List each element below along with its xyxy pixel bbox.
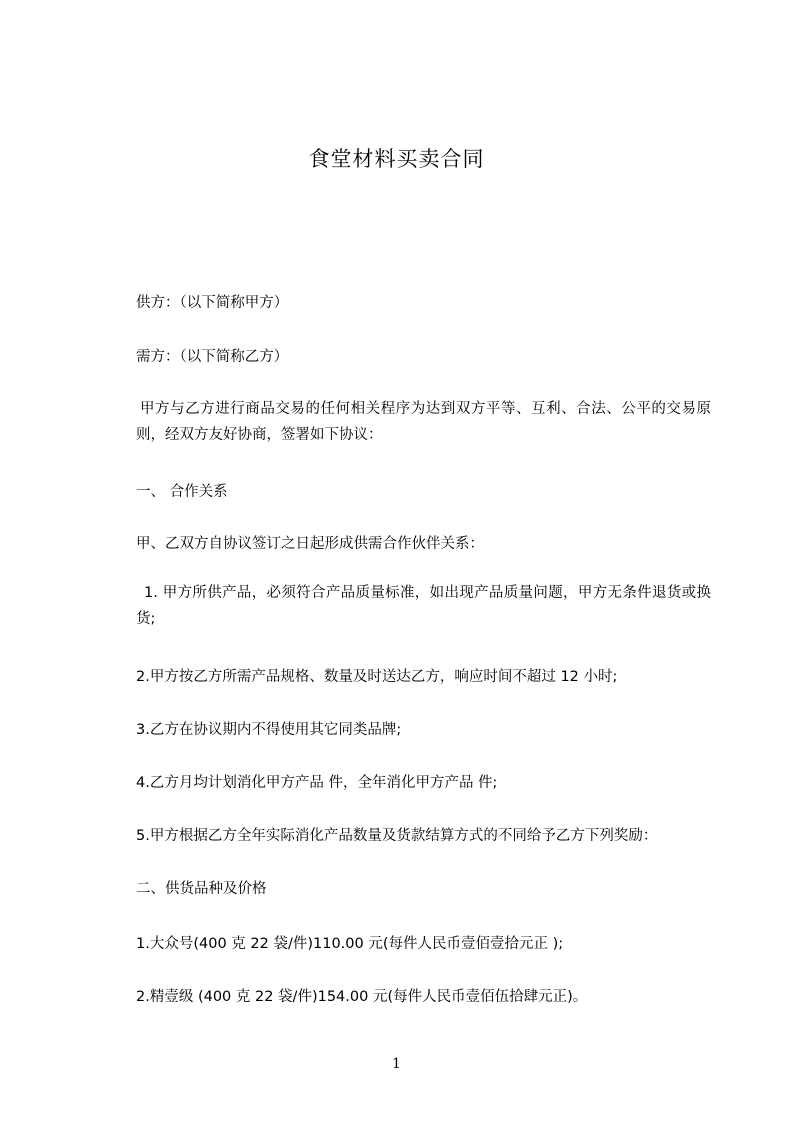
clause-2: 2.甲方按乙方所需产品规格、数量及时送达乙方，响应时间不超过 12 小时; [136,669,618,685]
buyer-line: 需方：（以下简称乙方） [136,349,289,365]
page-number: 1 [392,1056,401,1072]
preamble-paragraph: 甲方与乙方进行商品交易的任何相关程序为达到双方平等、互利、合法、公平的交易原则，经双方友好协商，签署如下协议： [136,401,711,443]
document-title: 食堂材料买卖合同 [308,147,485,171]
section-heading-products: 二、供货品种及价格 [136,881,267,897]
product-item-2: 2.精壹级 (400 克 22 袋/件)154.00 元(每件人民币壹佰伍拾肆元正)。 [136,989,588,1005]
clause-5: 5.甲方根据乙方全年实际消化产品数量及货款结算方式的不同给予乙方下列奖励： [136,828,658,844]
clause-1: 1. 甲方所供产品，必须符合产品质量标准，如出现产品质量问题，甲方无条件退货或换货; [136,585,711,627]
clause-3: 3.乙方在协议期内不得使用其它同类品牌; [136,722,402,738]
section-intro-cooperation: 甲、乙双方自协议签订之日起形成供需合作伙伴关系： [136,536,484,552]
clause-4: 4.乙方月均计划消化甲方产品 件，全年消化甲方产品 件; [136,775,498,791]
product-item-1: 1.大众号(400 克 22 袋/件)110.00 元(每件人民币壹佰壹拾元正 ); [136,936,564,952]
supplier-line: 供方：（以下简称甲方） [136,295,289,311]
section-heading-cooperation: 一、 合作关系 [136,484,228,500]
